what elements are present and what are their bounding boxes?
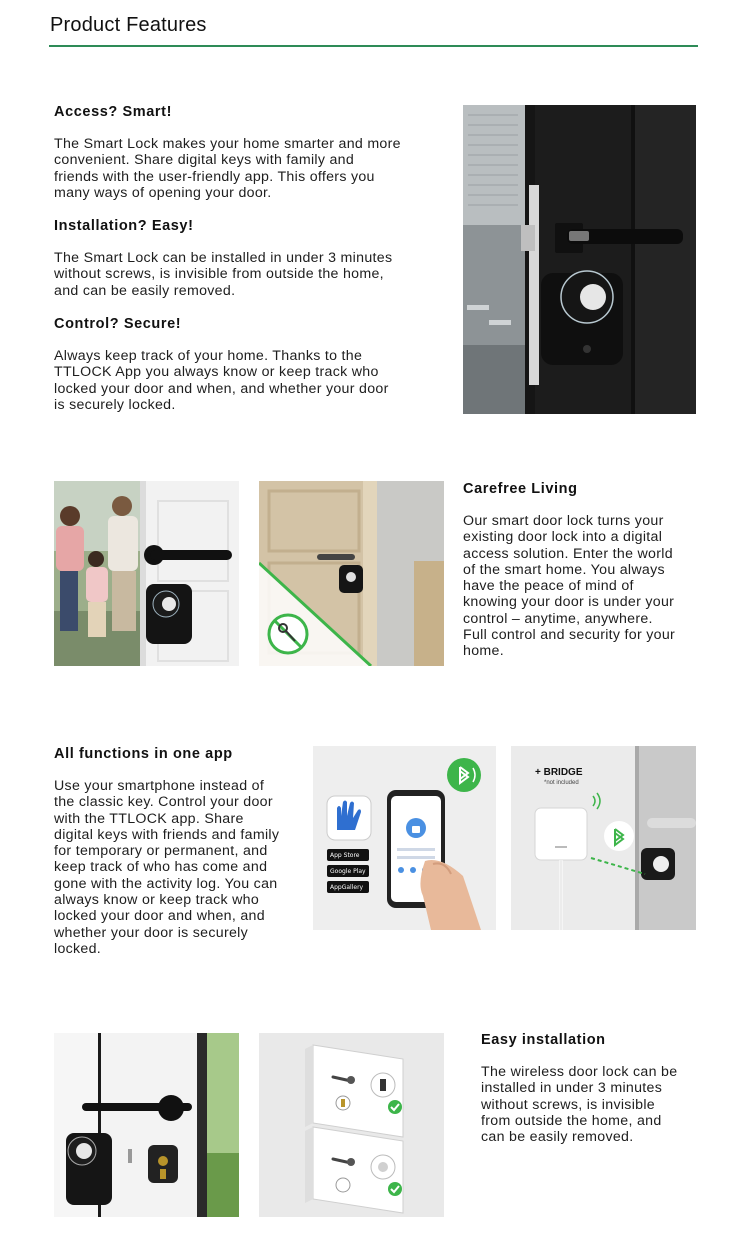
lock-installation-photo [54, 1033, 239, 1217]
feature-text-line: existing door lock into a digital [463, 529, 663, 546]
feature-text-line: keep track of who has come and [54, 859, 268, 876]
title-divider [49, 45, 698, 47]
feature-text-line: from outside the home, and [481, 1112, 662, 1129]
feature-control [54, 316, 434, 413]
app-gallery-badge: AppGallery [330, 884, 364, 891]
feature-heading: Carefree Living [463, 481, 578, 497]
feature-text-line: access solution. Enter the world [463, 545, 673, 562]
family-door-photo [54, 481, 239, 666]
feature-access [54, 104, 434, 201]
installation-diagram [259, 1033, 444, 1217]
feature-text-line: locked your door and when, and [54, 908, 265, 925]
feature-text-line: have the peace of mind of [463, 578, 634, 595]
feature-text-line: is securely locked. [54, 396, 176, 413]
feature-text-line: with the TTLOCK app. Share [54, 810, 244, 827]
feature-app [54, 746, 304, 957]
feature-text-line: for temporary or permanent, and [54, 843, 268, 860]
feature-text-line: installed in under 3 minutes [481, 1080, 663, 1097]
page-title: Product Features [50, 14, 207, 36]
feature-text-line: locked your door and when, and whether your door [54, 380, 389, 397]
google-play-badge: Google Play [330, 868, 366, 875]
feature-text-line: convenient. Share digital keys with family and [54, 152, 355, 169]
app-store-badge: App Store [330, 852, 360, 859]
feature-easy-installation [481, 1032, 711, 1145]
feature-text-line: friends with the user-friendly app. This offers you [54, 168, 375, 185]
feature-text-line: many ways of opening your door. [54, 184, 272, 201]
feature-text-line: can be easily removed. [481, 1129, 634, 1146]
feature-text-line: the classic key. Control your door [54, 794, 273, 811]
feature-text-line: Full control and security for your [463, 627, 676, 644]
feature-text-line: Always keep track of your home. Thanks to the [54, 348, 363, 364]
bridge-photo [511, 746, 696, 930]
bridge-label: + BRIDGE [535, 767, 583, 778]
feature-carefree [463, 481, 703, 660]
feature-text-line: The wireless door lock can be [481, 1064, 678, 1080]
feature-text-line: and can be easily removed. [54, 282, 236, 299]
feature-heading: Installation? Easy! [54, 218, 194, 234]
feature-text-line: TTLOCK App you always know or keep track who [54, 364, 379, 381]
feature-text-line: digital keys with friends and family [54, 826, 280, 843]
phone-app-photo [313, 746, 496, 930]
feature-text-line: always know or keep track who [54, 892, 260, 909]
feature-heading: Easy installation [481, 1032, 606, 1048]
feature-text-line: without screws, is invisible from outside the home, [54, 266, 384, 283]
feature-heading: Access? Smart! [54, 104, 173, 120]
feature-text-line: whether your door is securely [54, 924, 249, 941]
wooden-door-no-keys-photo [259, 481, 444, 666]
feature-text-line: of the smart home. You always [463, 561, 665, 578]
feature-text-line: Use your smartphone instead of [54, 778, 265, 794]
feature-text-line: home. [463, 643, 504, 660]
feature-text-line: The Smart Lock makes your home smarter and more [54, 136, 401, 152]
feature-text-line: without screws, is invisible [481, 1096, 655, 1113]
feature-text-line: knowing your door is under your [463, 594, 675, 611]
feature-installation [54, 218, 434, 299]
feature-text-line: control – anytime, anywhere. [463, 610, 653, 627]
door-lock-photo [463, 105, 696, 414]
feature-heading: All functions in one app [54, 746, 233, 762]
feature-heading: Control? Secure! [54, 316, 182, 332]
feature-text-line: locked. [54, 940, 102, 957]
bridge-note: *not included [544, 780, 579, 786]
feature-text-line: Our smart door lock turns your [463, 513, 664, 529]
feature-text-line: gone with the activity log. You can [54, 875, 278, 892]
feature-text-line: The Smart Lock can be installed in under 3 minutes [54, 250, 393, 266]
